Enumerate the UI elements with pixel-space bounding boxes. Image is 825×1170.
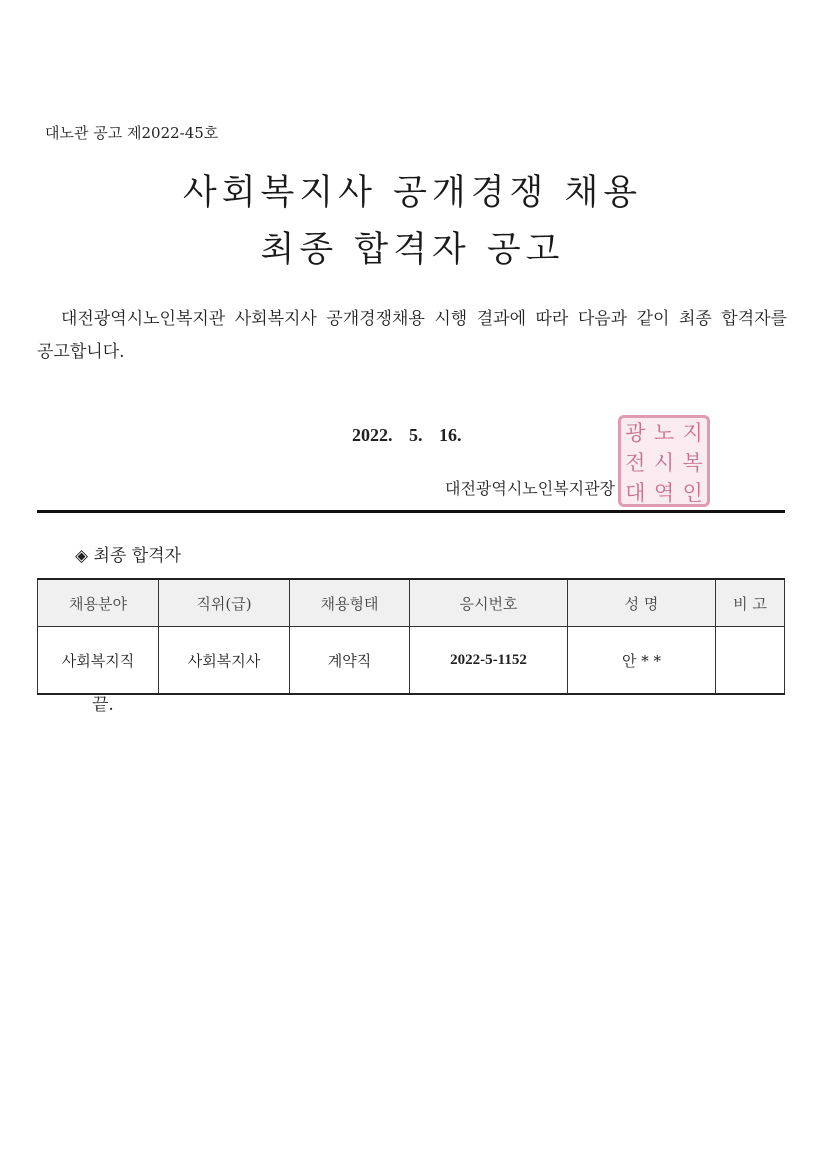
seal-glyph: 인 [682,481,703,505]
table-row [38,627,785,695]
divider [37,510,785,513]
end-mark: 끝. [92,695,114,715]
header-cell: 직위(급) [159,579,290,627]
title-line-2: 최종 합격자 공고 [260,230,565,270]
title-line-1: 사회복지사 공개경쟁 채용 [182,173,643,213]
seal-glyph: 전 [625,451,646,475]
seal-glyph: 지 [682,421,703,445]
cell [716,627,785,695]
seal-glyph: 노 [653,421,675,445]
cell: 안 * * [568,627,716,695]
notice-number: 대노관 공고 제2022-45호 [45,124,219,142]
seal-glyph: 광 [625,421,646,445]
cell: 2022-5-1152 [410,627,568,695]
header-cell: 채용분야 [38,579,159,627]
header-cell: 성 명 [568,579,716,627]
header-cell: 비 고 [716,579,785,627]
header-cell: 응시번호 [410,579,568,627]
body-text: 대전광역시노인복지관 사회복지사 공개경쟁채용 시행 결과에 따라 다음과 같이 최종 합격자를 공고합니다. [37,309,787,362]
date: 2022. 5. 16. [352,425,462,445]
table-header-row [38,579,785,627]
cell: 계약직 [290,627,410,695]
official-seal [618,415,710,507]
seal-glyph: 역 [653,481,675,505]
signer: 대전광역시노인복지관장 [445,479,616,498]
results-table [37,578,785,695]
seal-glyph: 복 [682,451,703,475]
seal-glyph: 시 [653,451,675,475]
seal-glyph: 대 [625,481,646,505]
cell: 사회복지직 [38,627,159,695]
cell: 사회복지사 [159,627,290,695]
header-cell: 채용형태 [290,579,410,627]
section-heading: ◈ 최종 합격자 [75,546,181,566]
